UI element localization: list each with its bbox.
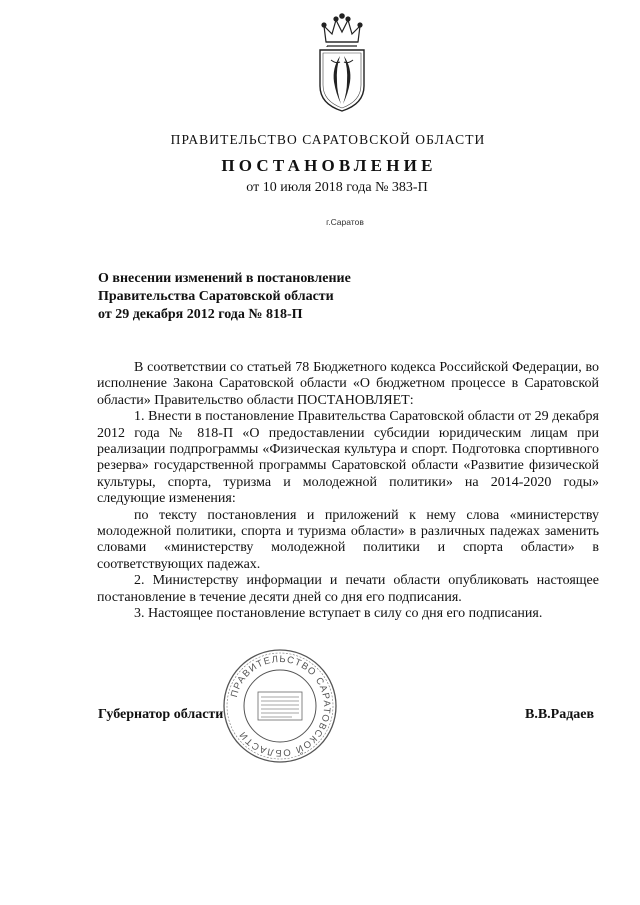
seal-ring-text: ПРАВИТЕЛЬСТВО САРАТОВСКОЙ ОБЛАСТИ	[228, 653, 333, 759]
document-body	[97, 360, 599, 623]
body-paragraph: 2. Министерству информации и печати области опубликовать настоящее постановление в течение десяти дней со дня его подписания.	[97, 573, 599, 605]
subject-line: от 29 декабря 2012 года № 818-П	[98, 307, 303, 322]
document-city: г.Саратов	[326, 217, 364, 227]
body-paragraph: 1. Внести в постановление Правительства Саратовской области от 29 декабря 2012 года № 818-П «О предоставлении субсидии юридическим лицам при реализации подпрограммы «Физическая культура и спорт. Подготовка спортивного резерва» государственной программы Саратовской области «Развитие физической культуры, спорта, туризма и молодежной политики» на 2014-2020 годы» следующие изменения:	[97, 409, 599, 507]
body-paragraph: 3. Настоящее постановление вступает в силу со дня его подписания.	[134, 606, 543, 622]
subject-line: Правительства Саратовской области	[98, 289, 334, 304]
body-paragraph: по тексту постановления и приложений к нему слова «министерству молодежной политики, спорта и туризма области» в различных падежах заменить словами «министерству молодежной политики и спорта области» в соответствующих падежах.	[97, 507, 599, 572]
document-subject	[98, 270, 438, 324]
document-date-number: от 10 июля 2018 года № 383-П	[246, 180, 428, 195]
organization-name: ПРАВИТЕЛЬСТВО САРАТОВСКОЙ ОБЛАСТИ	[170, 132, 486, 147]
body-paragraph: В соответствии со статьей 78 Бюджетного кодекса Российской Федерации, во исполнение Закона Саратовской области «О бюджетном процессе в Саратовской области» Правительство области ПОСТАНОВЛЯЕТ:	[97, 360, 599, 408]
signatory-name: В.В.Радаев	[525, 707, 595, 722]
saratov-coat-of-arms-icon	[312, 12, 372, 114]
signatory-position: Губернатор области	[98, 707, 224, 722]
official-seal-icon	[222, 648, 338, 764]
document-type: ПОСТАНОВЛЕНИЕ	[221, 156, 437, 175]
subject-line: О внесении изменений в постановление	[98, 271, 351, 286]
